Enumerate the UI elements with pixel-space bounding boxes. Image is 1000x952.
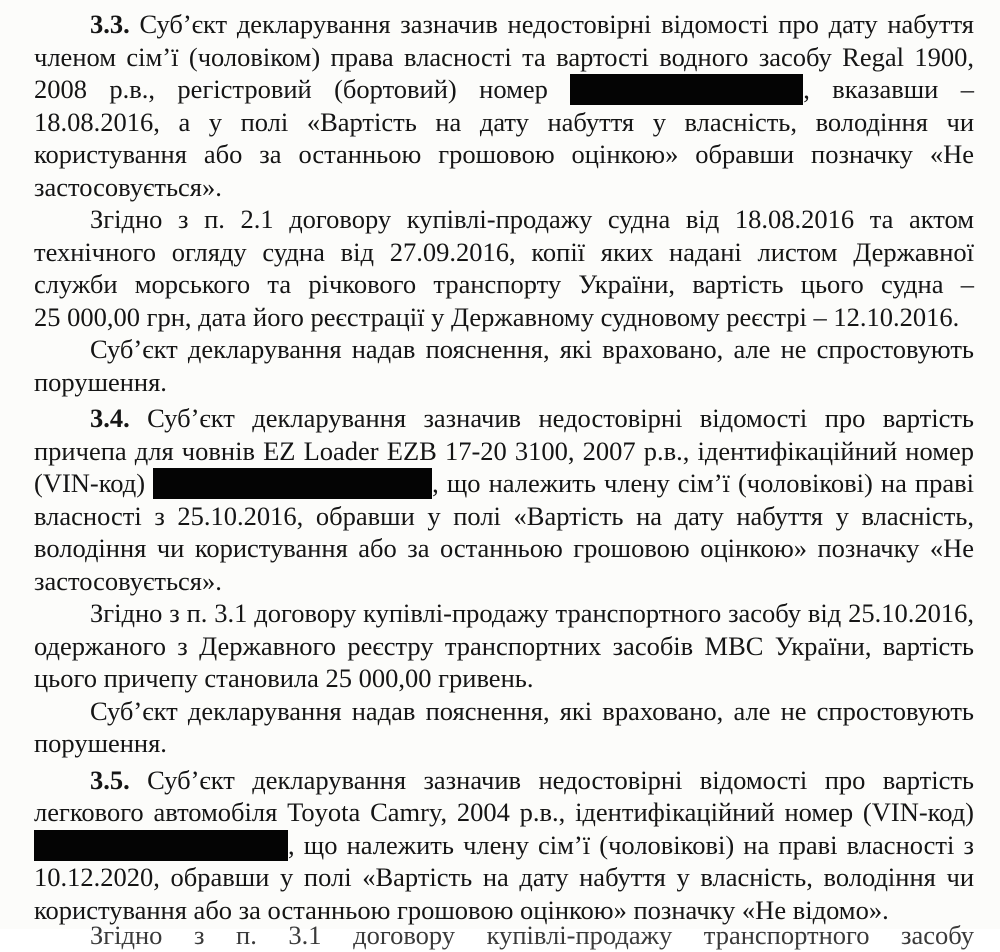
redaction-box-car-vin-code (34, 830, 288, 861)
clause-number-3-4: 3.4. (90, 403, 130, 433)
paragraph-clipped-bottom-line: Згідно з п. 3.1 договору купівлі-продажу транспортного засобу (90, 920, 974, 950)
clause-number-3-3: 3.3. (90, 9, 130, 39)
paragraph-3-3 (34, 8, 974, 203)
paragraph-3-5-text-after: , що належить члену сім’ї (чоловікові) на праві власності з 10.12.2020, обравши у полі «Вартість на дату набуття у власність, володіння чи користування або за останньою грошовою оцінкою» позначку «Не відомо». (34, 829, 974, 925)
paragraph-3-4-text-after: , що належить члену сім’ї (чоловікові) на праві власності з 25.10.2016, обравши у полі «Вартість на дату набуття у власність, володіння чи користування або за останньою грошовою оцінкою» позначку «Не застосовується». (34, 468, 974, 596)
redaction-box-boat-registration-number (570, 74, 803, 105)
paragraph-3-4-text-before: Суб’єкт декларування зазначив недостовірні відомості про вартість причепа для човнів EZ Loader EZB 17-20 3100, 2007 р.в., ідентифікаційний номер (VIN-код) (34, 403, 974, 498)
paragraph-3-4-explanation: Суб’єкт декларування надав пояснення, які враховано, але не спростовують порушення. (34, 695, 974, 758)
paragraph-3-4-contract-details: Згідно з п. 3.1 договору купівлі-продажу транспортного засобу від 25.10.2016, одержаного з Державного реєстру транспортних засобів МВС України, вартість цього причепу становила 25 000,00 гривень. (34, 598, 974, 693)
paragraph-3-3-text-after: , вказавши – 18.08.2016, а у полі «Вартість на дату набуття у власність, володіння чи користування або за останньою грошовою оцінкою» обравши позначку «Не застосовується». (34, 74, 974, 202)
paragraph-3-4 (34, 402, 974, 597)
redaction-box-trailer-vin-code (153, 468, 432, 499)
clause-number-3-5: 3.5. (90, 764, 130, 795)
paragraph-3-3-text-before: Суб’єкт декларування зазначив недостовірні відомості про дату набуття членом сім’ї (чоловіком) права власності та вартості водного засобу Regal 1900, 2008 р.в., регістровий (бортовий) номер (34, 9, 974, 104)
paragraph-3-5 (34, 764, 974, 927)
paragraph-3-5-text-before: Суб’єкт декларування зазначив недостовірні відомості про вартість легкового автомобіля Toyota Camry, 2004 р.в., ідентифікаційний номер (VIN-код) (34, 764, 974, 827)
paragraph-3-3-contract-details: Згідно з п. 2.1 договору купівлі-продажу судна від 18.08.2016 та актом технічного огляду судна від 27.09.2016, копії яких надані листом Державної служби морського та річкового транспорту України, вартість цього судна – 25 000,00 грн, дата його реєстрації у Державному судновому реєстрі – 12.10.2016. (34, 204, 974, 332)
paragraph-3-3-explanation: Суб’єкт декларування надав пояснення, які враховано, але не спростовують порушення. (34, 334, 974, 397)
